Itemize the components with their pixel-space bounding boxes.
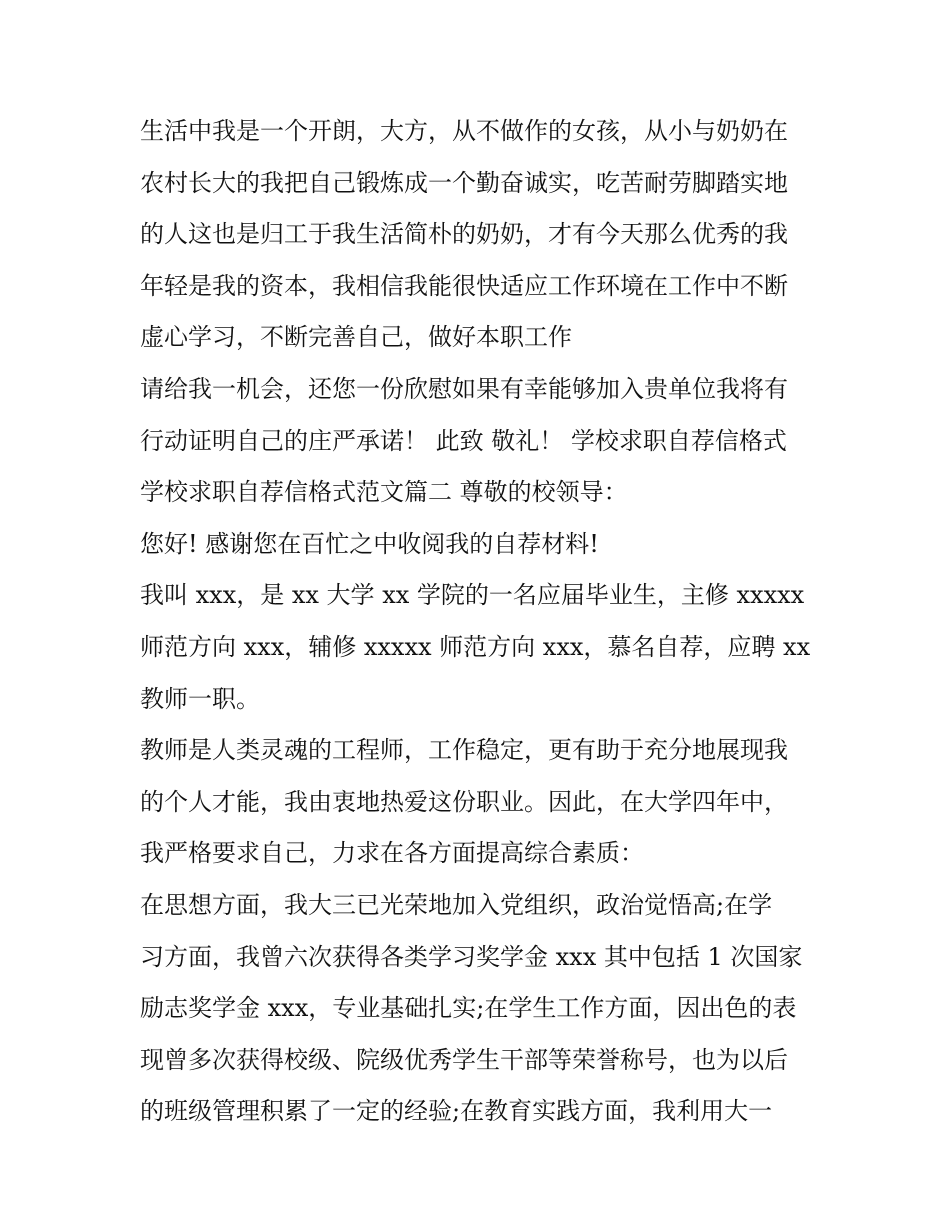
text-line: 的人这也是归工于我生活简朴的奶奶，才有今天那么优秀的我: [140, 220, 788, 249]
text-line: 请给我一机会，还您一份欣慰如果有幸能够加入贵单位我将有: [140, 374, 788, 403]
text-line: 生活中我是一个开朗，大方，从不做作的女孩，从小与奶奶在: [140, 117, 788, 145]
text-line: 习方面，我曾六次获得各类学习奖学金 xxx 其中包括 1 次国家: [140, 942, 803, 971]
text-line: 在思想方面，我大三已光荣地加入党组织，政治觉悟高;在学: [140, 890, 773, 919]
text-line: 学校求职自荐信格式范文篇二 尊敬的校领导：: [140, 478, 628, 507]
text-line: 现曾多次获得校级、院级优秀学生干部等荣誉称号，也为以后: [140, 1045, 788, 1074]
text-line: 我叫 xxx，是 xx 大学 xx 学院的一名应届毕业生，主修 xxxxx: [140, 581, 805, 610]
body-text: [140, 106, 840, 1138]
text-line: 的个人才能，我由衷地热爱这份职业。因此，在大学四年中，: [140, 787, 788, 816]
text-line: 励志奖学金 xxx，专业基础扎实;在学生工作方面，因出色的表: [140, 994, 797, 1023]
text-line: 行动证明自己的庄严承诺！ 此致 敬礼！ 学校求职自荐信格式: [140, 426, 787, 455]
text-line: 您好! 感谢您在百忙之中收阅我的自荐材料!: [140, 529, 599, 558]
text-line: 的班级管理积累了一定的经验;在教育实践方面，我利用大一: [140, 1097, 773, 1126]
text-line: 我严格要求自己，力求在各方面提高综合素质：: [140, 839, 644, 868]
text-line: 教师一职。: [140, 684, 260, 713]
text-line: 农村长大的我把自己锻炼成一个勤奋诚实，吃苦耐劳脚踏实地: [140, 168, 788, 197]
text-line: 年轻是我的资本，我相信我能很快适应工作环境在工作中不断: [140, 271, 788, 300]
text-line: 教师是人类灵魂的工程师，工作稳定，更有助于充分地展现我: [140, 736, 788, 765]
text-line: 虚心学习，不断完善自己，做好本职工作: [140, 323, 572, 352]
text-line: 师范方向 xxx，辅修 xxxxx 师范方向 xxx，慕名自荐，应聘 xx: [140, 632, 811, 661]
